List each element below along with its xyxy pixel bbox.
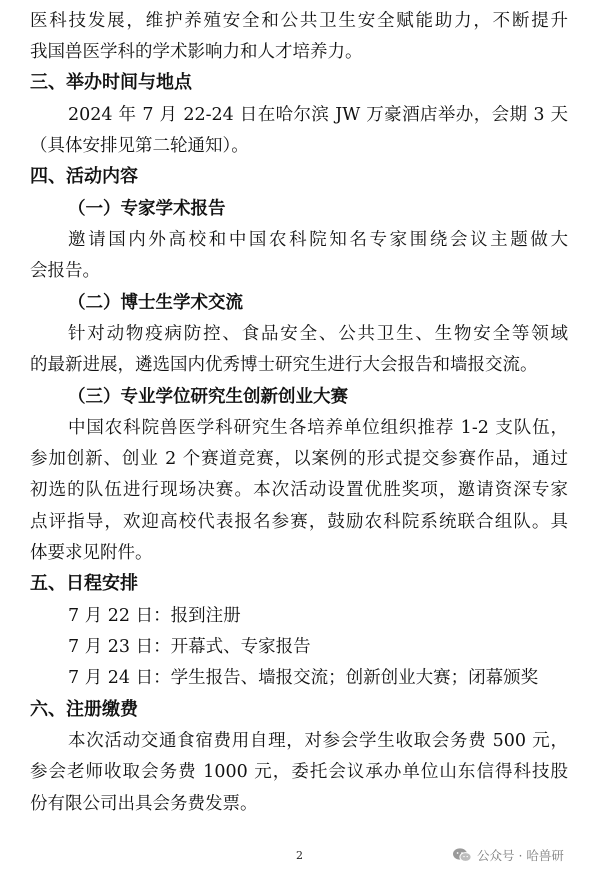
section-heading-schedule: 五、日程安排 xyxy=(30,573,138,594)
paragraph-line: 医科技发展，维护养殖安全和公共卫生安全赋能助力，不断提升 xyxy=(30,11,568,31)
paragraph-line: 会报告。 xyxy=(30,261,100,281)
paragraph-line: 参会老师收取会务费 1000 元，委托会议承办单位山东信得科技股 xyxy=(30,762,568,782)
schedule-item: 7 月 22 日：报到注册 xyxy=(68,606,241,626)
section-heading-registration-fee: 六、注册缴费 xyxy=(30,699,138,720)
page-number: 2 xyxy=(296,849,303,862)
subheading-innovation-contest: （三）专业学位研究生创新创业大赛 xyxy=(68,387,348,407)
paragraph-line: 中国农科院兽医学科研究生各培养单位组织推荐 1-2 支队伍， xyxy=(68,418,568,438)
schedule-item: 7 月 24 日：学生报告、墙报交流；创新创业大赛；闭幕颁奖 xyxy=(68,668,539,688)
paragraph-line: 的最新进展，遴选国内优秀博士研究生进行大会报告和墙报交流。 xyxy=(30,355,538,375)
wechat-icon xyxy=(452,847,472,863)
watermark xyxy=(452,846,564,864)
paragraph-line: 我国兽医学科的学术影响力和人才培养力。 xyxy=(30,42,363,62)
paragraph-line: （具体安排见第二轮通知）。 xyxy=(30,136,249,156)
paragraph-line: 针对动物疫病防控、食品安全、公共卫生、生物安全等领域 xyxy=(68,324,568,344)
paragraph-line: 2024 年 7 月 22-24 日在哈尔滨 JW 万豪酒店举办，会期 3 天 xyxy=(68,105,568,125)
paragraph-line: 初选的队伍进行现场决赛。本次活动设置优胜奖项，邀请资深专家 xyxy=(30,480,568,500)
section-heading-time-place: 三、举办时间与地点 xyxy=(30,72,192,93)
section-heading-activities: 四、活动内容 xyxy=(30,166,138,187)
subheading-phd-exchange: （二）博士生学术交流 xyxy=(68,293,243,313)
subheading-expert-report: （一）专家学术报告 xyxy=(68,199,226,219)
paragraph-line: 点评指导，欢迎高校代表报名参赛，鼓励农科院系统联合组队。具 xyxy=(30,512,568,532)
paragraph-line: 本次活动交通食宿费用自理，对参会学生收取会务费 500 元， xyxy=(68,731,568,751)
paragraph-line: 邀请国内外高校和中国农科院知名专家围绕会议主题做大 xyxy=(68,230,568,250)
watermark-text: 公众号 · 哈兽研 xyxy=(477,848,564,863)
schedule-item: 7 月 23 日：开幕式、专家报告 xyxy=(68,637,311,657)
paragraph-line: 份有限公司出具会务费发票。 xyxy=(30,794,258,814)
paragraph-line: 体要求见附件。 xyxy=(30,543,153,563)
paragraph-line: 参加创新、创业 2 个赛道竞赛，以案例的形式提交参赛作品，通过 xyxy=(30,449,568,469)
